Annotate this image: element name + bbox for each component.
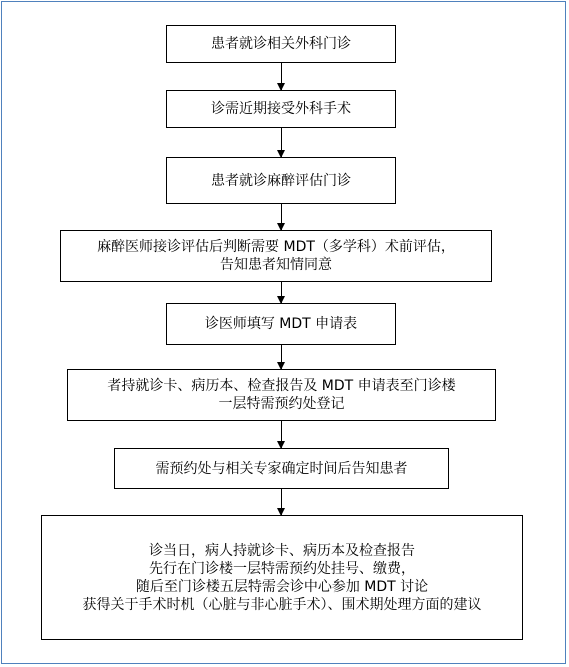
step-3-line-1: 患者就诊麻醉评估门诊 [211, 172, 351, 189]
step-8-line-2: 先行在门诊楼一层特需预约处挂号、缴费， [149, 560, 415, 577]
arrow-6-to-7 [281, 421, 282, 448]
arrow-5-to-6 [281, 345, 282, 369]
arrow-2-to-3 [281, 128, 282, 157]
step-8-consultation-day [41, 515, 523, 640]
step-5-line-1: 诊医师填写 MDT 申请表 [204, 316, 358, 332]
step-1-line-1: 患者就诊相关外科门诊 [211, 36, 351, 52]
step-7-schedule-notice [114, 448, 449, 489]
step-7-line-1: 需预约处与相关专家确定时间后告知患者 [155, 460, 408, 477]
step-6-line-1: 者持就诊卡、病历本、检查报告及 MDT 申请表至门诊楼 [107, 378, 456, 394]
step-4-mdt-assessment [60, 230, 492, 282]
step-1-outpatient-surgery [166, 25, 396, 63]
step-3-anesthesia-clinic [166, 157, 396, 204]
step-5-mdt-application [166, 303, 396, 345]
step-8-line-3: 随后至门诊楼五层特需会诊中心参加 MDT 讨论 [135, 578, 429, 595]
arrow-4-to-5 [281, 282, 282, 303]
step-2-needs-surgery [166, 90, 396, 128]
step-4-line-2: 告知患者知情同意 [220, 257, 332, 273]
step-8-line-1: 诊当日，病人持就诊卡、病历本及检查报告 [149, 542, 415, 559]
diagram-frame [1, 1, 566, 664]
step-6-registration [67, 369, 496, 421]
step-2-line-1: 诊需近期接受外科手术 [211, 101, 351, 117]
arrow-3-to-4 [281, 204, 282, 230]
arrow-7-to-8 [281, 489, 282, 515]
step-8-line-4: 获得关于手术时机（心脏与非心脏手术）、围术期处理方面的建议 [82, 596, 482, 613]
step-4-line-1: 麻醉医师接诊评估后判断需要 MDT（多学科）术前评估， [97, 239, 455, 255]
step-6-line-2: 一层特需预约处登记 [218, 396, 345, 412]
arrow-1-to-2 [281, 63, 282, 90]
